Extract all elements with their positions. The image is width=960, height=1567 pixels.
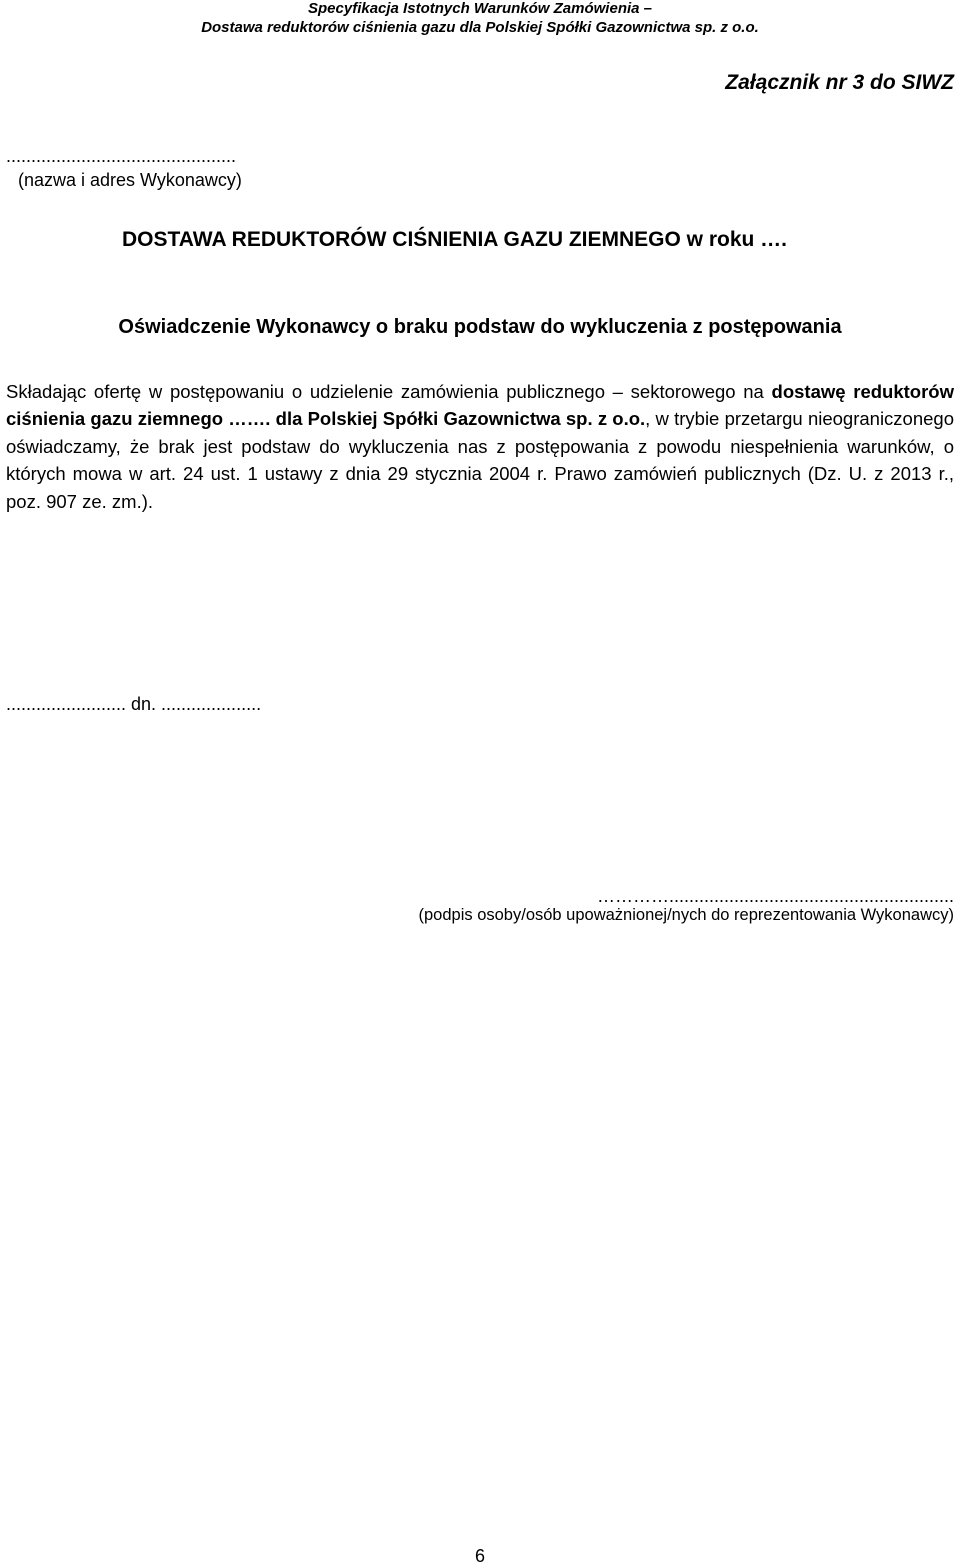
header-line-1: Specyfikacja Istotnych Warunków Zamówienia – bbox=[308, 0, 652, 17]
header-line-2: Dostawa reduktorów ciśnienia gazu dla Polskiej Spółki Gazownictwa sp. z o.o. bbox=[201, 19, 759, 36]
statement-body bbox=[6, 378, 954, 515]
contractor-name-label: (nazwa i adres Wykonawcy) bbox=[18, 170, 242, 190]
signature-label: (podpis osoby/osób upoważnionej/nych do reprezentowania Wykonawcy) bbox=[418, 906, 954, 924]
page-number: 6 bbox=[474, 1546, 485, 1566]
statement-rest: , w trybie przetargu nieograniczonego oświadczamy, że brak jest podstaw do wykluczenia nas z postępowania z powodu niespełnienia warunków, o których mowa w art. 24 ust. 1 ustawy z dnia 29 stycznia 2004 r. Prawo zamówień publicznych (Dz. U. z 2013 r., poz. 907 ze. zm.). bbox=[6, 408, 954, 512]
document-title: DOSTAWA REDUKTORÓW CIŚNIENIA GAZU ZIEMNEGO w roku …. bbox=[122, 228, 788, 251]
statement-subject: dostawę reduktorów ciśnienia gazu ziemnego ……. dla Polskiej Spółki Gazownictwa sp. z o.o. bbox=[6, 381, 954, 430]
statement-intro: Składając ofertę w postępowaniu o udzielenie zamówienia publicznego – sektorowego na bbox=[6, 381, 772, 402]
contractor-name-dots: .............................................. bbox=[6, 146, 237, 166]
annex-label: Załącznik nr 3 do SIWZ bbox=[725, 71, 954, 94]
statement-title: Oświadczenie Wykonawcy o braku podstaw do wykluczenia z postępowania bbox=[118, 316, 842, 338]
signature-dots: …………......................................................... bbox=[596, 886, 954, 906]
place-date-field: ........................ dn. .................... bbox=[6, 694, 262, 714]
